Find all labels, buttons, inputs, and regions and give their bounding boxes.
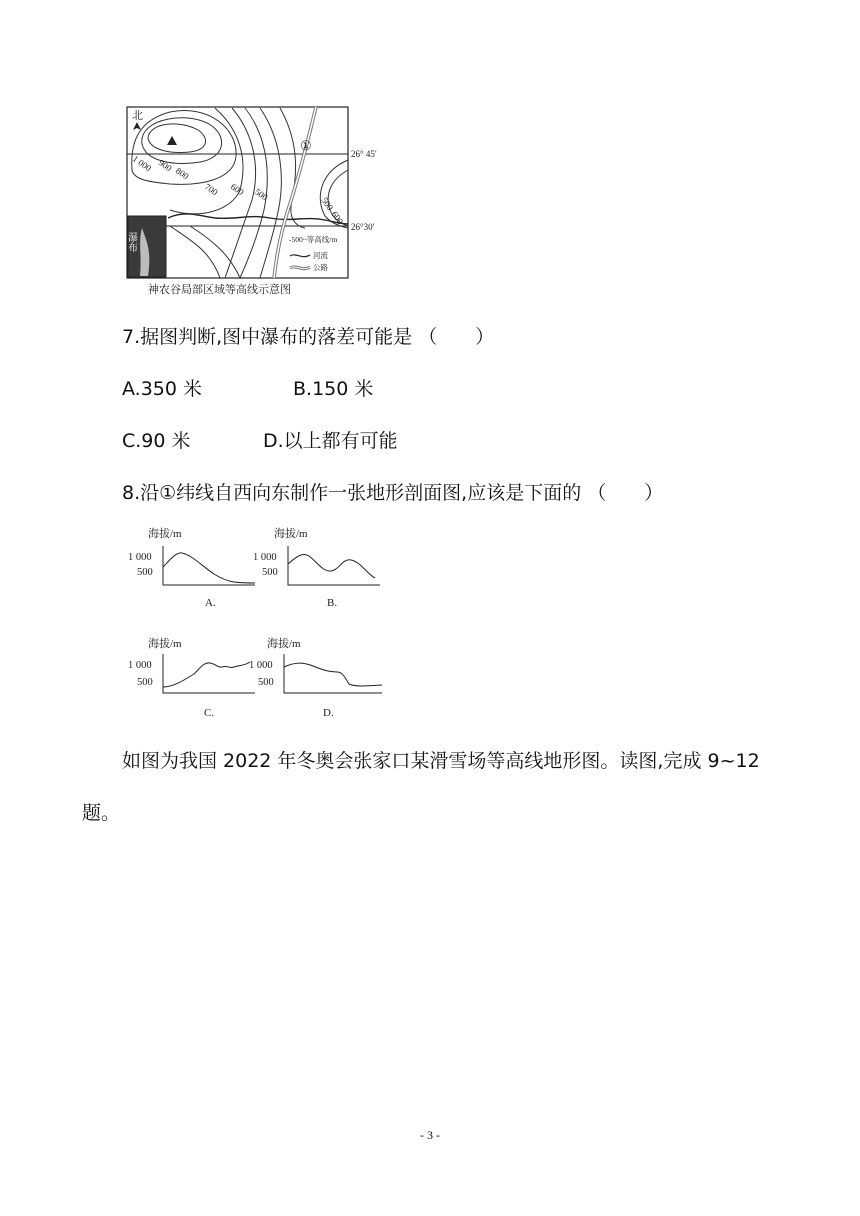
q7-option-b: B.150 米 [293, 378, 374, 400]
legend-contour: -500~等高线/m [289, 235, 338, 244]
profile-b-axes [288, 546, 380, 585]
profile-a-label: A. [205, 597, 216, 609]
circled-marker-1: ① [300, 138, 312, 153]
contour-label: 600 [329, 209, 346, 227]
map-caption: 神农谷局部区域等高线示意图 [148, 284, 291, 296]
profile-b-tick-high: 1 000 [253, 552, 277, 563]
profile-c-curve [163, 662, 250, 687]
waterfall-inset-label: 瀑布 [125, 232, 137, 252]
q7-option-c: C.90 米 [122, 430, 191, 452]
north-arrow-icon [133, 122, 141, 130]
profile-d-ylabel: 海拔/m [267, 638, 301, 650]
contour-map [120, 100, 420, 300]
profile-a-ylabel: 海拔/m [148, 528, 182, 540]
profile-b-label: B. [327, 597, 338, 609]
contour-label: 900 [156, 157, 174, 174]
profile-chart-a [122, 522, 262, 614]
profile-c-ylabel: 海拔/m [148, 638, 182, 650]
legend-river: 河流 [313, 251, 328, 260]
profile-chart-b [247, 522, 387, 614]
profile-c-tick-high: 1 000 [128, 660, 152, 671]
page-number: - 3 - [420, 1128, 440, 1142]
profile-a-axes [163, 546, 255, 585]
profile-c-label: C. [204, 707, 215, 719]
contour-label: 700 [202, 181, 220, 198]
profile-b-curve [288, 554, 375, 578]
question-8-stem: 8.沿①纬线自西向东制作一张地形剖面图,应该是下面的 （ ） [122, 482, 664, 504]
latitude-label-lower: 26°30′ [351, 222, 375, 232]
profile-d-tick-high: 1 000 [249, 660, 273, 671]
question-7-stem: 7.据图判断,图中瀑布的落差可能是 （ ） [122, 326, 495, 348]
profile-a-tick-high: 1 000 [128, 552, 152, 563]
peak-icon [167, 136, 177, 145]
q7-option-a: A.350 米 [122, 378, 203, 400]
profile-d-axes [284, 654, 382, 693]
latitude-label-upper: 26° 45′ [351, 149, 377, 159]
contour-label: 600 [228, 181, 246, 198]
contour-label: 1 000 [130, 153, 154, 174]
contour-label: 500 [252, 186, 270, 203]
intro-line-2: 题。 [82, 802, 121, 824]
profile-d-label: D. [323, 707, 334, 719]
contour-label: 500 [319, 195, 336, 213]
contour-label: 800 [173, 165, 191, 182]
legend-road: 公路 [313, 263, 328, 272]
intro-line-1: 如图为我国 2022 年冬奥会张家口某滑雪场等高线地形图。读图,完成 9~12 [122, 750, 760, 772]
q7-option-d: D.以上都有可能 [263, 430, 398, 452]
profile-a-curve [163, 553, 255, 583]
profile-a-tick-low: 500 [137, 567, 153, 578]
profile-d-curve [284, 663, 382, 686]
profile-chart-c [122, 632, 262, 724]
profile-b-ylabel: 海拔/m [274, 528, 308, 540]
profile-chart-d [247, 632, 387, 724]
profile-c-tick-low: 500 [137, 677, 153, 688]
profile-c-axes [163, 654, 255, 693]
profile-d-tick-low: 500 [258, 677, 274, 688]
legend-river-icon [290, 255, 310, 257]
north-label: 北 [132, 110, 143, 122]
river [168, 214, 348, 224]
profile-b-tick-low: 500 [262, 567, 278, 578]
